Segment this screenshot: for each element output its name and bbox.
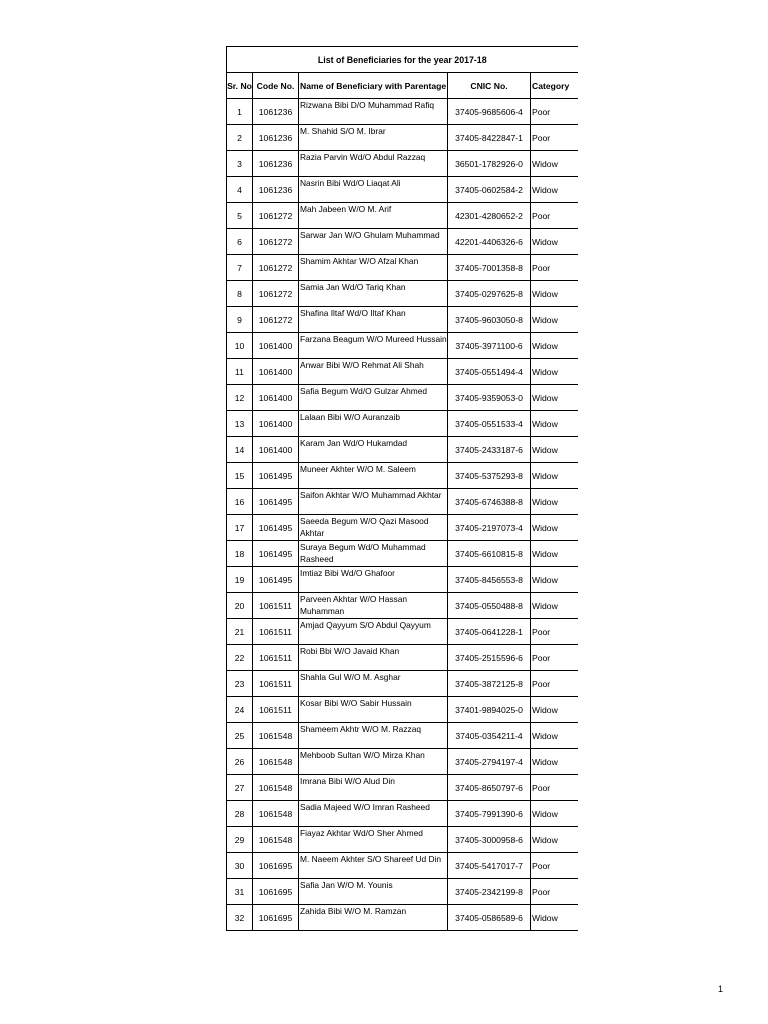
table-row — [227, 99, 578, 125]
category-cell: Widow — [531, 281, 578, 307]
category-cell: Widow — [531, 723, 578, 749]
cnic-cell: 42301-4280652-2 — [448, 203, 531, 229]
table-row — [227, 463, 578, 489]
name-cell: Suraya Begum Wd/O Muhammad Rasheed — [299, 541, 448, 567]
table-row — [227, 645, 578, 671]
cnic-cell: 37405-0354211-4 — [448, 723, 531, 749]
category-cell: Widow — [531, 801, 578, 827]
table-row — [227, 255, 578, 281]
cnic-cell: 37401-9894025-0 — [448, 697, 531, 723]
code-cell: 1061272 — [253, 203, 299, 229]
category-cell: Poor — [531, 99, 578, 125]
name-cell: Nasrin Bibi Wd/O Liaqat Ali — [299, 177, 448, 203]
table-row — [227, 411, 578, 437]
sr-cell: 13 — [227, 411, 253, 437]
category-cell: Poor — [531, 645, 578, 671]
cnic-cell: 37405-7001358-8 — [448, 255, 531, 281]
table-row — [227, 489, 578, 515]
name-cell: Muneer Akhter W/O M. Saleem — [299, 463, 448, 489]
code-cell: 1061548 — [253, 775, 299, 801]
sr-cell: 15 — [227, 463, 253, 489]
cnic-cell: 36501-1782926-0 — [448, 151, 531, 177]
header-row — [227, 73, 578, 99]
name-cell: Rizwana Bibi D/O Muhammad Rafiq — [299, 99, 448, 125]
cnic-cell: 37405-2794197-4 — [448, 749, 531, 775]
category-cell: Widow — [531, 411, 578, 437]
sr-cell: 1 — [227, 99, 253, 125]
category-cell: Poor — [531, 125, 578, 151]
category-cell: Widow — [531, 229, 578, 255]
table-row — [227, 801, 578, 827]
table-row — [227, 151, 578, 177]
code-cell: 1061272 — [253, 281, 299, 307]
category-cell: Widow — [531, 749, 578, 775]
header-code-no: Code No. — [253, 73, 299, 99]
cnic-cell: 37405-5375293-8 — [448, 463, 531, 489]
sr-cell: 21 — [227, 619, 253, 645]
category-cell: Widow — [531, 541, 578, 567]
code-cell: 1061400 — [253, 359, 299, 385]
table-row — [227, 749, 578, 775]
category-cell: Poor — [531, 619, 578, 645]
name-cell: Karam Jan Wd/O Hukamdad — [299, 437, 448, 463]
name-cell: Shafina Iltaf Wd/O Iltaf Khan — [299, 307, 448, 333]
sr-cell: 14 — [227, 437, 253, 463]
name-cell: M. Naeem Akhter S/O Shareef Ud Din — [299, 853, 448, 879]
sr-cell: 26 — [227, 749, 253, 775]
category-cell: Widow — [531, 567, 578, 593]
code-cell: 1061495 — [253, 567, 299, 593]
name-cell: Shameem Akhtr W/O M. Razzaq — [299, 723, 448, 749]
code-cell: 1061236 — [253, 125, 299, 151]
name-cell: Amjad Qayyum S/O Abdul Qayyum — [299, 619, 448, 645]
sr-cell: 18 — [227, 541, 253, 567]
cnic-cell: 37405-0551533-4 — [448, 411, 531, 437]
code-cell: 1061511 — [253, 645, 299, 671]
name-cell: Sadia Majeed W/O Imran Rasheed — [299, 801, 448, 827]
code-cell: 1061400 — [253, 385, 299, 411]
sr-cell: 23 — [227, 671, 253, 697]
name-cell: Zahida Bibi W/O M. Ramzan — [299, 905, 448, 931]
sr-cell: 2 — [227, 125, 253, 151]
cnic-cell: 37405-6746388-8 — [448, 489, 531, 515]
category-cell: Widow — [531, 905, 578, 931]
code-cell: 1061272 — [253, 255, 299, 281]
header-category: Category — [531, 73, 578, 99]
cnic-cell: 37405-2342199-8 — [448, 879, 531, 905]
code-cell: 1061272 — [253, 229, 299, 255]
table-row — [227, 775, 578, 801]
sr-cell: 22 — [227, 645, 253, 671]
cnic-cell: 37405-8650797-6 — [448, 775, 531, 801]
category-cell: Widow — [531, 151, 578, 177]
category-cell: Poor — [531, 775, 578, 801]
cnic-cell: 37405-9685606-4 — [448, 99, 531, 125]
name-cell: Samia Jan Wd/O Tariq Khan — [299, 281, 448, 307]
table-row — [227, 905, 578, 931]
cnic-cell: 42201-4406326-6 — [448, 229, 531, 255]
category-cell: Widow — [531, 307, 578, 333]
category-cell: Widow — [531, 437, 578, 463]
table-row — [227, 619, 578, 645]
sr-cell: 6 — [227, 229, 253, 255]
table-row — [227, 723, 578, 749]
cnic-cell: 37405-0641228-1 — [448, 619, 531, 645]
code-cell: 1061511 — [253, 593, 299, 619]
cnic-cell: 37405-2433187-6 — [448, 437, 531, 463]
category-cell: Widow — [531, 359, 578, 385]
name-cell: Mehboob Sultan W/O Mirza Khan — [299, 749, 448, 775]
table-body — [227, 99, 578, 931]
header-cnic: CNIC No. — [448, 73, 531, 99]
cnic-cell: 37405-2515596-6 — [448, 645, 531, 671]
name-cell: Imrana Bibi W/O Alud Din — [299, 775, 448, 801]
code-cell: 1061495 — [253, 541, 299, 567]
code-cell: 1061495 — [253, 463, 299, 489]
code-cell: 1061495 — [253, 489, 299, 515]
name-cell: Shamim Akhtar W/O Afzal Khan — [299, 255, 448, 281]
cnic-cell: 37405-3971100-6 — [448, 333, 531, 359]
sr-cell: 11 — [227, 359, 253, 385]
table-row — [227, 437, 578, 463]
table-row — [227, 333, 578, 359]
table-row — [227, 515, 578, 541]
name-cell: Anwar Bibi W/O Rehmat Ali Shah — [299, 359, 448, 385]
category-cell: Widow — [531, 177, 578, 203]
cnic-cell: 37405-6610815-8 — [448, 541, 531, 567]
code-cell: 1061695 — [253, 905, 299, 931]
table-row — [227, 879, 578, 905]
category-cell: Poor — [531, 853, 578, 879]
sr-cell: 20 — [227, 593, 253, 619]
cnic-cell: 37405-9603050-8 — [448, 307, 531, 333]
sr-cell: 29 — [227, 827, 253, 853]
sr-cell: 12 — [227, 385, 253, 411]
table-row — [227, 125, 578, 151]
code-cell: 1061400 — [253, 437, 299, 463]
beneficiaries-table — [226, 46, 578, 931]
name-cell: Kosar Bibi W/O Sabir Hussain — [299, 697, 448, 723]
table-row — [227, 697, 578, 723]
name-cell: Sarwar Jan W/O Ghulam Muhammad — [299, 229, 448, 255]
page-number: 1 — [718, 984, 724, 994]
code-cell: 1061236 — [253, 99, 299, 125]
table-row — [227, 593, 578, 619]
table-row — [227, 827, 578, 853]
name-cell: Farzana Beagum W/O Mureed Hussain — [299, 333, 448, 359]
code-cell: 1061695 — [253, 879, 299, 905]
sr-cell: 4 — [227, 177, 253, 203]
table-row — [227, 853, 578, 879]
sr-cell: 31 — [227, 879, 253, 905]
header-name: Name of Beneficiary with Parentage — [299, 73, 448, 99]
sr-cell: 24 — [227, 697, 253, 723]
cnic-cell: 37405-2197073-4 — [448, 515, 531, 541]
table-row — [227, 307, 578, 333]
code-cell: 1061695 — [253, 853, 299, 879]
code-cell: 1061400 — [253, 411, 299, 437]
table-row — [227, 229, 578, 255]
name-cell: Lalaan Bibi W/O Auranzaib — [299, 411, 448, 437]
sr-cell: 16 — [227, 489, 253, 515]
name-cell: Shahla Gul W/O M. Asghar — [299, 671, 448, 697]
table-title: List of Beneficiaries for the year 2017-18 — [227, 47, 578, 73]
table-row — [227, 567, 578, 593]
name-cell: Imtiaz Bibi Wd/O Ghafoor — [299, 567, 448, 593]
code-cell: 1061548 — [253, 801, 299, 827]
category-cell: Widow — [531, 333, 578, 359]
sr-cell: 3 — [227, 151, 253, 177]
sr-cell: 8 — [227, 281, 253, 307]
cnic-cell: 37405-8422847-1 — [448, 125, 531, 151]
code-cell: 1061400 — [253, 333, 299, 359]
name-cell: Mah Jabeen W/O M. Arif — [299, 203, 448, 229]
cnic-cell: 37405-9359053-0 — [448, 385, 531, 411]
title-row — [227, 47, 578, 73]
code-cell: 1061511 — [253, 619, 299, 645]
name-cell: Parveen Akhtar W/O Hassan Muhamman — [299, 593, 448, 619]
sr-cell: 10 — [227, 333, 253, 359]
code-cell: 1061511 — [253, 671, 299, 697]
code-cell: 1061548 — [253, 749, 299, 775]
sr-cell: 19 — [227, 567, 253, 593]
category-cell: Widow — [531, 463, 578, 489]
sr-cell: 32 — [227, 905, 253, 931]
code-cell: 1061511 — [253, 697, 299, 723]
category-cell: Widow — [531, 515, 578, 541]
name-cell: Saeeda Begum W/O Qazi Masood Akhtar — [299, 515, 448, 541]
code-cell: 1061548 — [253, 827, 299, 853]
category-cell: Widow — [531, 385, 578, 411]
cnic-cell: 37405-0550488-8 — [448, 593, 531, 619]
cnic-cell: 37405-3000958-6 — [448, 827, 531, 853]
cnic-cell: 37405-7991390-6 — [448, 801, 531, 827]
cnic-cell: 37405-0586589-6 — [448, 905, 531, 931]
sr-cell: 5 — [227, 203, 253, 229]
code-cell: 1061272 — [253, 307, 299, 333]
category-cell: Poor — [531, 879, 578, 905]
code-cell: 1061236 — [253, 177, 299, 203]
table-row — [227, 671, 578, 697]
sr-cell: 28 — [227, 801, 253, 827]
category-cell: Widow — [531, 489, 578, 515]
table-row — [227, 177, 578, 203]
name-cell: Robi Bbi W/O Javaid Khan — [299, 645, 448, 671]
category-cell: Widow — [531, 593, 578, 619]
sr-cell: 7 — [227, 255, 253, 281]
table-row — [227, 359, 578, 385]
header-sr-no: Sr. No — [227, 73, 253, 99]
table-row — [227, 203, 578, 229]
cnic-cell: 37405-0297625-8 — [448, 281, 531, 307]
cnic-cell: 37405-3872125-8 — [448, 671, 531, 697]
cnic-cell: 37405-5417017-7 — [448, 853, 531, 879]
sr-cell: 9 — [227, 307, 253, 333]
name-cell: M. Shahid S/O M. Ibrar — [299, 125, 448, 151]
name-cell: Safia Begum Wd/O Gulzar Ahmed — [299, 385, 448, 411]
category-cell: Widow — [531, 827, 578, 853]
name-cell: Safia Jan W/O M. Younis — [299, 879, 448, 905]
sr-cell: 17 — [227, 515, 253, 541]
sr-cell: 30 — [227, 853, 253, 879]
code-cell: 1061236 — [253, 151, 299, 177]
table-row — [227, 541, 578, 567]
sr-cell: 25 — [227, 723, 253, 749]
code-cell: 1061495 — [253, 515, 299, 541]
category-cell: Widow — [531, 697, 578, 723]
name-cell: Fiayaz Akhtar Wd/O Sher Ahmed — [299, 827, 448, 853]
sr-cell: 27 — [227, 775, 253, 801]
table-row — [227, 385, 578, 411]
category-cell: Poor — [531, 203, 578, 229]
name-cell: Razia Parvin Wd/O Abdul Razzaq — [299, 151, 448, 177]
table-row — [227, 281, 578, 307]
cnic-cell: 37405-0602584-2 — [448, 177, 531, 203]
cnic-cell: 37405-0551494-4 — [448, 359, 531, 385]
code-cell: 1061548 — [253, 723, 299, 749]
category-cell: Poor — [531, 255, 578, 281]
name-cell: Saifon Akhtar W/O Muhammad Akhtar — [299, 489, 448, 515]
category-cell: Poor — [531, 671, 578, 697]
cnic-cell: 37405-8456553-8 — [448, 567, 531, 593]
